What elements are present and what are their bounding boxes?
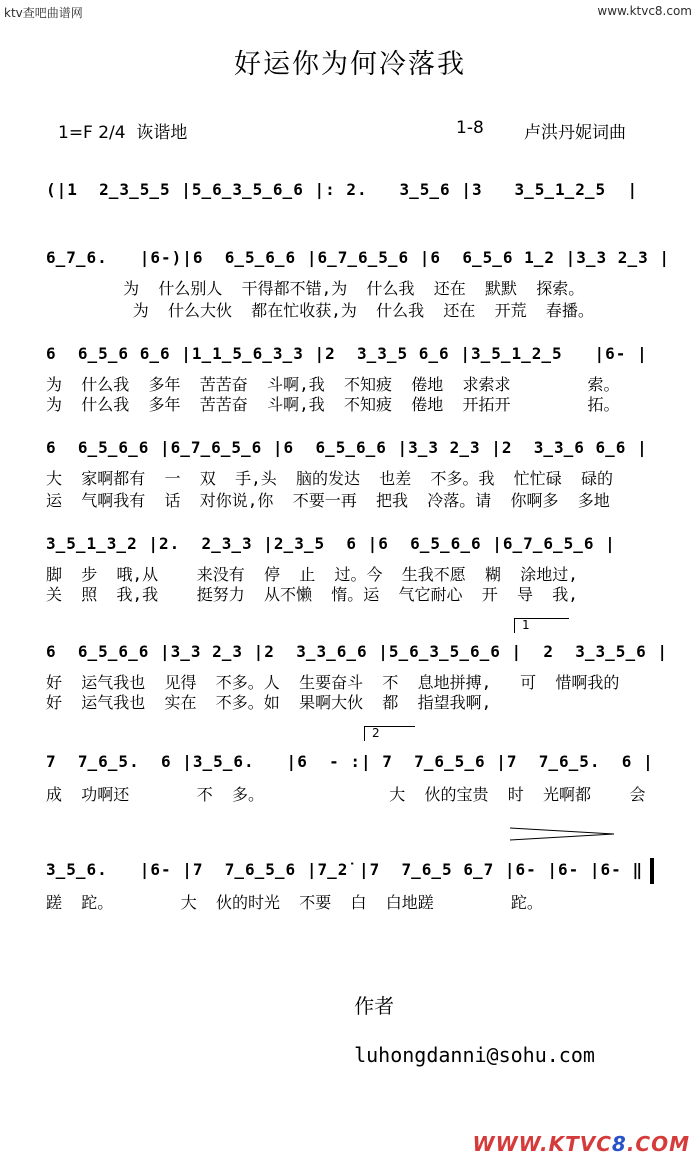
footer-logo-part-1: WWW.KTVC: [472, 1132, 612, 1156]
watermark-left: ktv查吧曲谱网: [4, 6, 83, 20]
lyric-line-1: 好 运气我也 见得 不多。人 生要奋斗 不 息地拼搏, 可 惜啊我的: [46, 673, 620, 692]
footer-logo-part-2: 8: [611, 1132, 627, 1156]
credit: 卢洪丹妮词曲: [524, 123, 626, 143]
lyric-line-1: 大 家啊都有 一 双 手,头 脑的发达 也差 不多。我 忙忙碌 碌的: [46, 469, 614, 488]
watermark-right: www.ktvc8.com: [597, 4, 692, 18]
lyric-line-1: 蹉 跎。 大 伙的时光 不要 白 白地蹉 跎。: [46, 893, 543, 912]
song-number: 1-8: [456, 118, 484, 138]
footer-site-logo: [457, 1108, 690, 1156]
notation-line: 7 7̲6̲5. 6 |3̲5̲6. |6 - :| 7 7̲6̲5̲6 |7 7̲6̲5. 6 |: [46, 752, 654, 771]
author-email: luhongdanni@sohu.com: [354, 1043, 595, 1067]
lyric-line-1: 为 什么我 多年 苦苦奋 斗啊,我 不知疲 倦地 求索求 索。: [46, 375, 620, 394]
notation-line: 6 6̲5̲6 6̲6 |1̲1̲5̲6̲3̲3 |2 3̲3̲5 6̲6 |3̲5̲1̲2̲5 |6- |: [46, 344, 648, 363]
notation-line: 6 6̲5̲6̲6 |3̲3 2̲3 |2 3̲3̲6̲6 |5̲6̲3̲5̲6̲6 | 2 3̲3̲5̲6 |: [46, 642, 668, 661]
footer-logo-part-3: .COM: [626, 1132, 690, 1156]
lyric-line-2: 为 什么我 多年 苦苦奋 斗啊,我 不知疲 倦地 开拓开 拓。: [46, 395, 620, 414]
notation-line: 6 6̲5̲6̲6 |6̲7̲6̲5̲6 |6 6̲5̲6̲6 |3̲3 2̲3 |2 3̲3̲6 6̲6 |: [46, 438, 648, 457]
score-row: [0, 180, 700, 220]
lyric-line-2: 为 什么大伙 都在忙收获,为 什么我 还在 开荒 春播。: [46, 301, 594, 320]
author-label: 作者: [354, 994, 395, 1018]
lyric-line-2: 关 照 我,我 挺努力 从不懒 惰。运 气它耐心 开 导 我,: [46, 585, 578, 604]
key-signature: 1=F 2/4 诙谐地: [58, 123, 188, 143]
author-line: [330, 966, 595, 1067]
decrescendo-mark: [508, 826, 618, 842]
notation-line: 3̲5̲6. |6- |7 7̲6̲5̲6 |7̲2̇ |7 7̲6̲5 6̲7 |6- |6- |6- ‖: [46, 860, 644, 879]
notation-line: 6̲7̲6. |6-)|6 6̲5̲6̲6 |6̲7̲6̲5̲6 |6 6̲5̲6 1̲2 |3̲3 2̲3 |: [46, 248, 670, 267]
lyric-line-1: 为 什么别人 干得都不错,为 什么我 还在 默默 探索。: [46, 279, 585, 298]
volta-number-2: 2: [372, 726, 380, 740]
notation-line: 3̲5̲1̲3̲2 |2. 2̲3̲3 |2̲3̲5 6 |6 6̲5̲6̲6 |6̲7̲6̲5̲6 |: [46, 534, 616, 553]
song-title: 好运你为何冷落我: [234, 49, 466, 80]
volta-number-1: 1: [522, 618, 530, 632]
final-barline: [650, 858, 654, 884]
lyric-line-1: 脚 步 哦,从 来没有 停 止 过。今 生我不愿 糊 涂地过,: [46, 565, 578, 584]
lyric-line-2: 好 运气我也 实在 不多。如 果啊大伙 都 指望我啊,: [46, 693, 492, 712]
lyric-line-1: 成 功啊还 不 多。 大 伙的宝贵 时 光啊都 会: [46, 785, 646, 804]
lyric-line-2: 运 气啊我有 话 对你说,你 不要一再 把我 冷落。请 你啊多 多地: [46, 491, 610, 510]
notation-line: (|1 2̲3̲5̲5 |5̲6̲3̲5̲6̲6 |: 2. 3̲5̲6 |3 3̲5̲1̲2̲5 |: [46, 180, 639, 199]
